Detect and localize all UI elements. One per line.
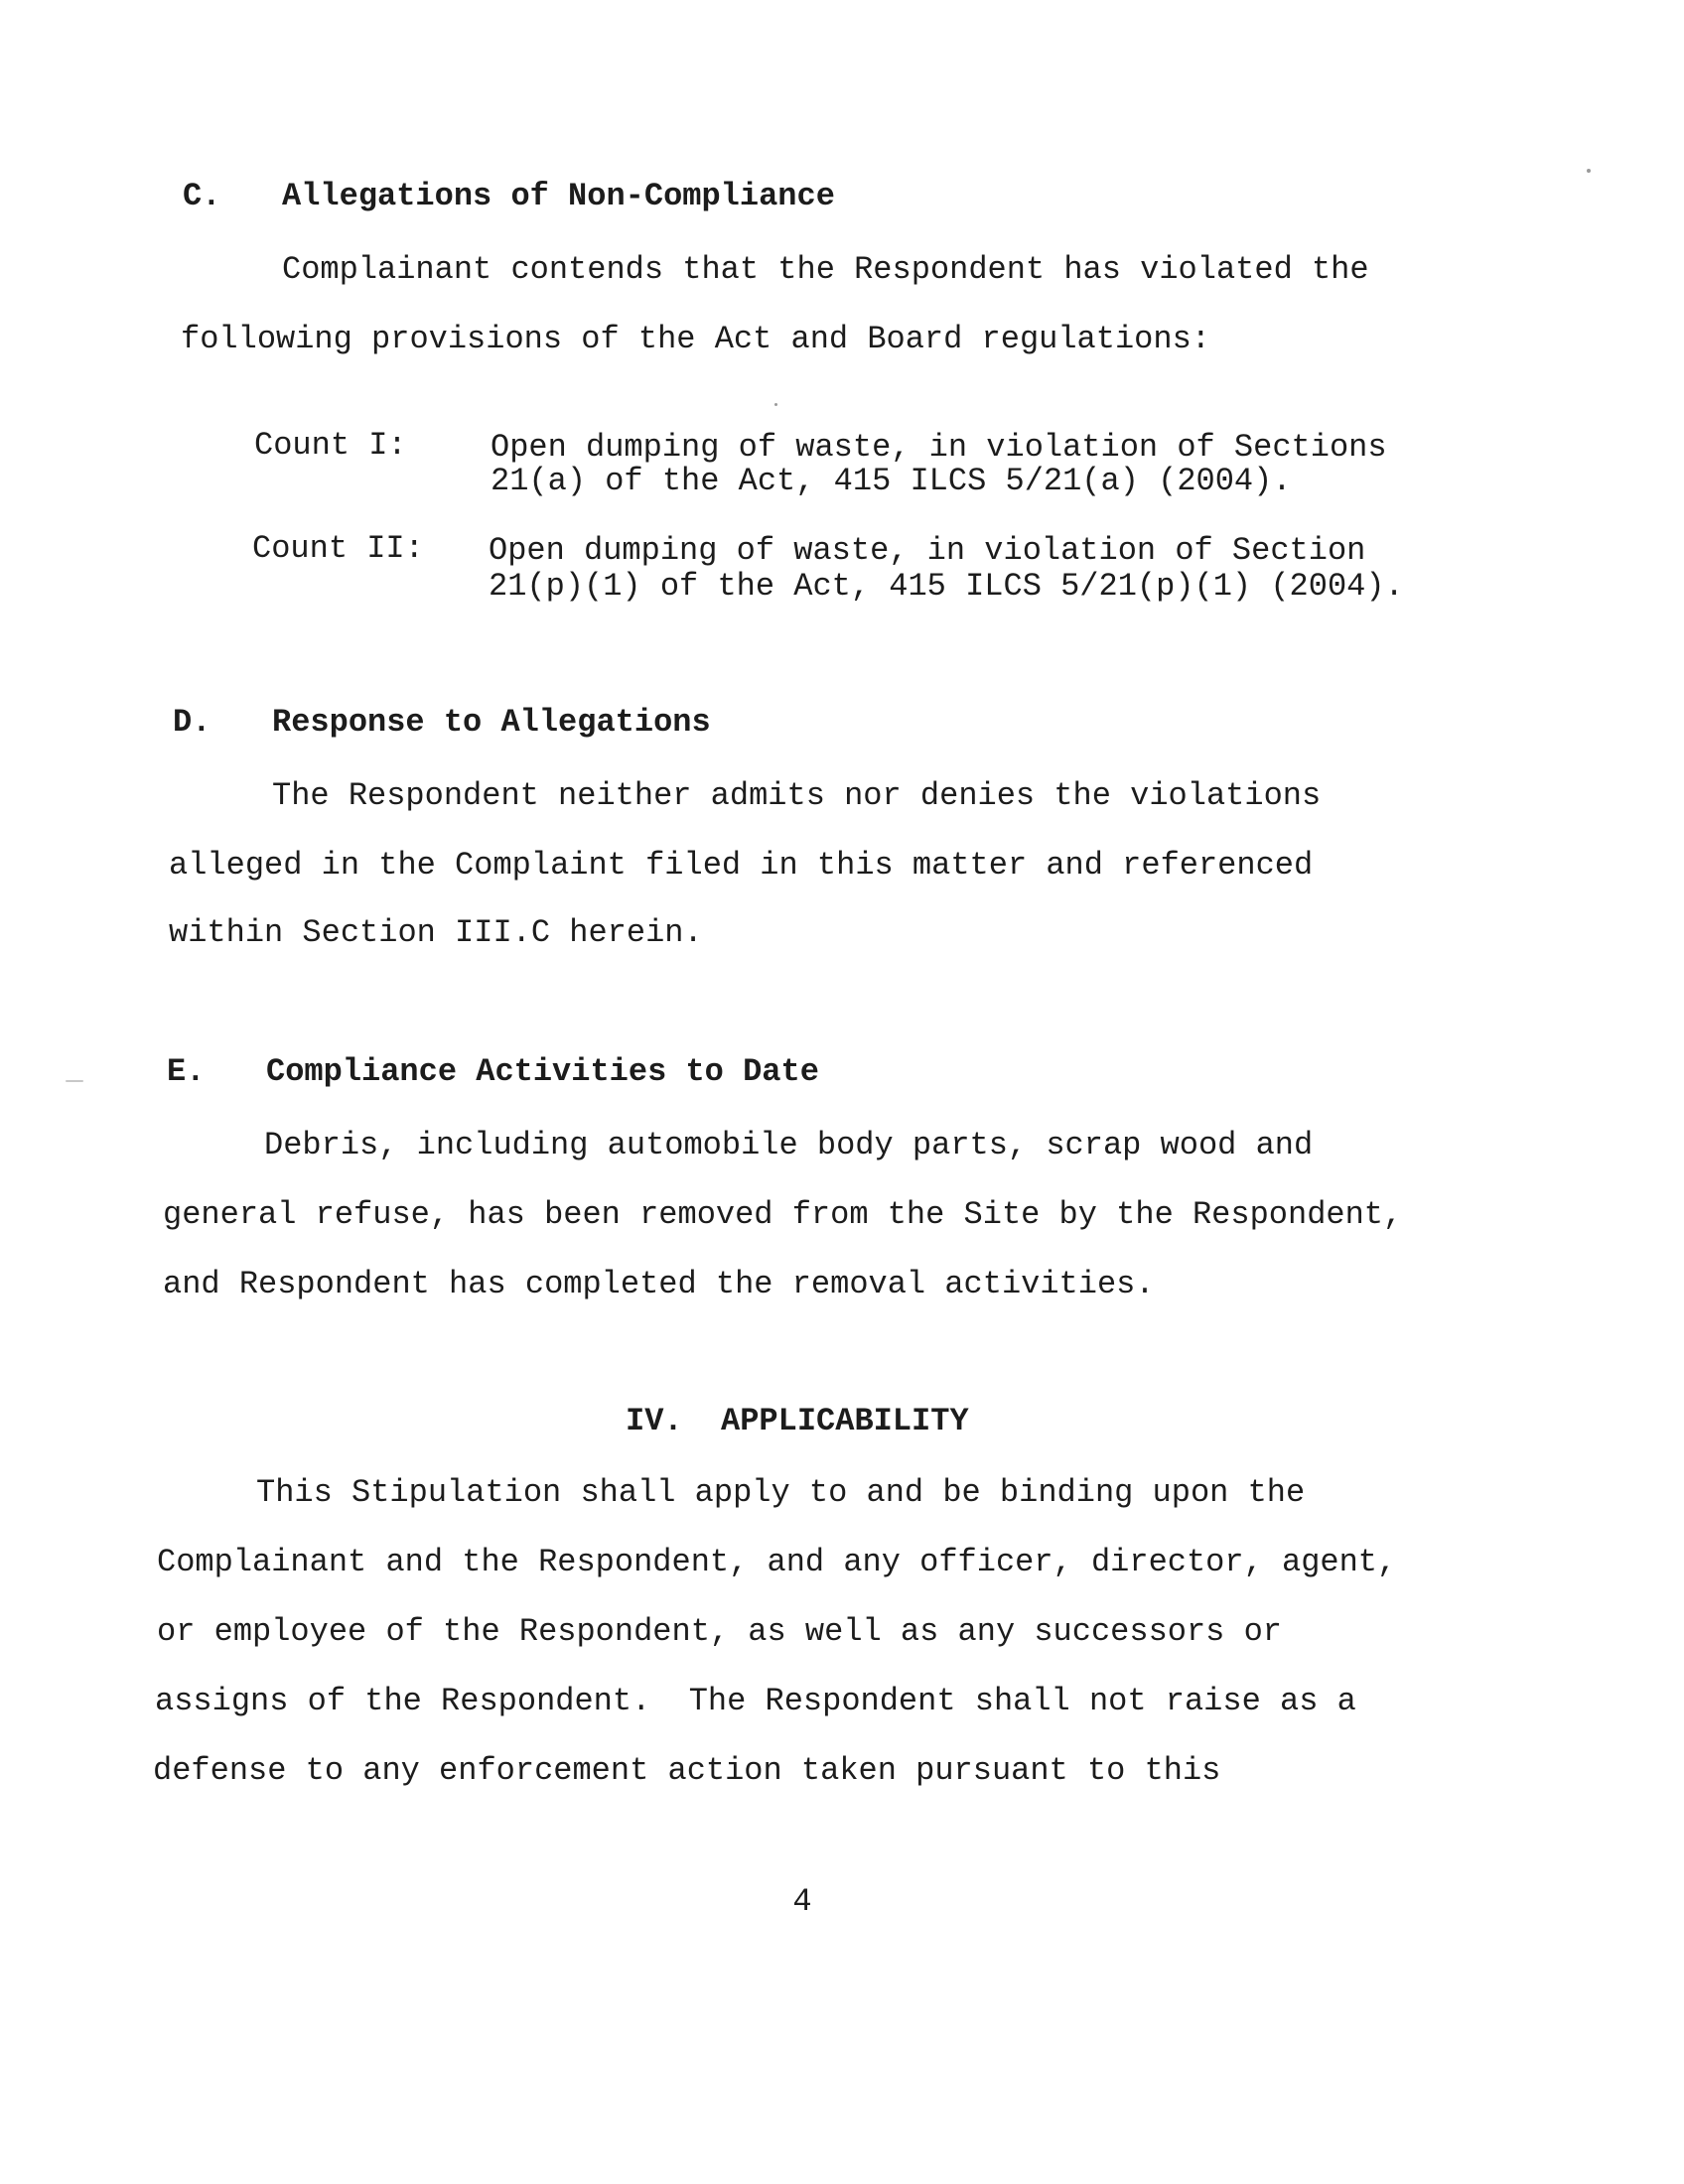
section-e-paragraph-line-3: and Respondent has completed the removal activities. [163,1266,1155,1302]
section-e-paragraph-line-2: general refuse, has been removed from the Site by the Respondent, [163,1196,1403,1233]
count-1-text-line-1: Open dumping of waste, in violation of Sections [491,429,1387,466]
section-e-paragraph-line-1: Debris, including automobile body parts, scrap wood and [264,1127,1314,1163]
section-c-paragraph-line-2: following provisions of the Act and Board regulations: [181,321,1210,357]
section-iv-paragraph-line-2: Complainant and the Respondent, and any officer, director, agent, [157,1544,1397,1580]
section-e-letter: E. [167,1053,206,1090]
count-1-text-line-2: 21(a) of the Act, 415 ILCS 5/21(a) (2004). [491,463,1292,499]
section-e-heading: Compliance Activities to Date [266,1053,819,1090]
section-iv-paragraph-line-5: defense to any enforcement action taken pursuant to this [153,1752,1221,1789]
section-iv-heading: IV. APPLICABILITY [626,1403,969,1439]
section-c-paragraph-line-1: Complainant contends that the Respondent has violated the [282,251,1369,288]
section-iv-paragraph-line-4: assigns of the Respondent. The Respondent shall not raise as a [155,1683,1356,1719]
count-2-text-line-1: Open dumping of waste, in violation of Section [489,532,1366,569]
section-iv-paragraph-line-3: or employee of the Respondent, as well as any successors or [157,1613,1282,1650]
section-d-paragraph-line-3: within Section III.C herein. [169,914,703,951]
count-2-label: Count II: [252,530,424,567]
scan-speck [66,1080,83,1082]
count-2-text-line-2: 21(p)(1) of the Act, 415 ILCS 5/21(p)(1) (2004). [489,568,1404,605]
section-iv-paragraph-line-1: This Stipulation shall apply to and be binding upon the [256,1474,1306,1511]
section-d-heading: Response to Allegations [272,704,711,741]
section-c-heading: Allegations of Non-Compliance [282,178,835,214]
section-d-paragraph-line-2: alleged in the Complaint filed in this matter and referenced [169,847,1314,884]
section-c-letter: C. [183,178,221,214]
section-d-paragraph-line-1: The Respondent neither admits nor denies the violations [272,777,1322,814]
scan-speck [774,403,777,406]
page-number: 4 [792,1883,812,1920]
section-d-letter: D. [173,704,211,741]
count-1-label: Count I: [254,427,407,464]
scan-speck [1587,169,1591,173]
